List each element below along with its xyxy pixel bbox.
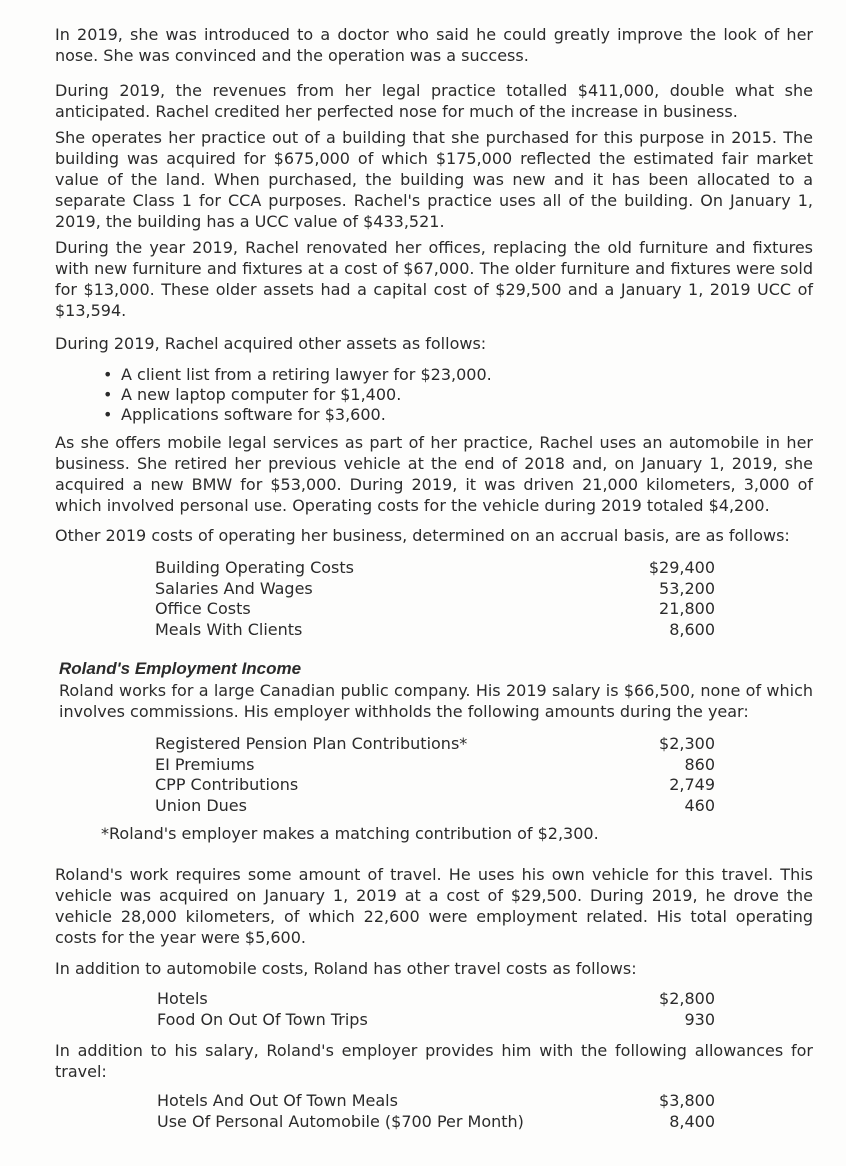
- table-row: Salaries And Wages 53,200: [155, 578, 715, 598]
- table-row: CPP Contributions 2,749: [155, 775, 715, 794]
- table-row: Hotels $2,800: [157, 989, 715, 1008]
- table-row: Building Operating Costs $29,400: [155, 558, 715, 577]
- paragraph-other-assets-intro: During 2019, Rachel acquired other assets as follows:: [55, 334, 487, 353]
- bullet-laptop: • A new laptop computer for $1,400.: [103, 384, 492, 404]
- table-row: Use Of Personal Automobile ($700 Per Month) 8,400: [157, 1111, 715, 1131]
- bullet-software: • Applications software for $3,600.: [103, 404, 492, 424]
- paragraph-nose-operation: In 2019, she was introduced to a doctor who said he could greatly improve the look of her nose. She was convinced and the operation was a success.: [55, 25, 813, 65]
- paragraph-allowances-intro: In addition to his salary, Roland's employer provides him with the following allowances for travel:: [55, 1041, 813, 1081]
- table-row: Food On Out Of Town Trips 930: [157, 1009, 715, 1029]
- paragraph-automobile: As she offers mobile legal services as part of her practice, Rachel uses an automobile in her business. She retired her previous vehicle at the end of 2018 and, on January 1, 2019, she acquired a new BMW for $53,000. During 2019, it was driven 21,000 kilometers, 3,000 of which involved personal use. Operating costs for the vehicle during 2019 totaled $4,200.: [55, 433, 813, 515]
- table-row: Hotels And Out Of Town Meals $3,800: [157, 1091, 715, 1110]
- withholdings-table: [155, 733, 715, 815]
- asset-bullet-list: [103, 364, 492, 424]
- table-row: Meals With Clients 8,600: [155, 619, 715, 639]
- travel-costs-table: [157, 988, 715, 1029]
- paragraph-building: She operates her practice out of a building that she purchased for this purpose in 2015. The building was acquired for $675,000 of which $175,000 reflected the estimated fair market value of the land. When purchased, the building was new and it has been allocated to a separate Class 1 for CCA purposes. Rachel's practice uses all of the building. On January 1, 2019, the building has a UCC value of $433,521.: [55, 128, 813, 231]
- table-row: EI Premiums 860: [155, 754, 715, 774]
- table-row: Registered Pension Plan Contributions* $2,300: [155, 734, 715, 753]
- section-heading: Roland's Employment Income: [59, 659, 302, 678]
- paragraph-other-costs-intro: Other 2019 costs of operating her business, determined on an accrual basis, are as follows:: [55, 526, 790, 545]
- allowances-table: [157, 1090, 715, 1131]
- paragraph-other-travel-intro: In addition to automobile costs, Roland has other travel costs as follows:: [55, 959, 637, 978]
- footnote: *Roland's employer makes a matching contribution of $2,300.: [101, 824, 599, 843]
- paragraph-roland-salary: Roland works for a large Canadian public company. His 2019 salary is $66,500, none of which involves commissions. His employer withholds the following amounts during the year:: [59, 681, 813, 721]
- bullet-client-list: • A client list from a retiring lawyer for $23,000.: [103, 364, 492, 384]
- paragraph-roland-travel: Roland's work requires some amount of travel. He uses his own vehicle for this travel. This vehicle was acquired on January 1, 2019 at a cost of $29,500. During 2019, he drove the vehicle 28,000 kilometers, of which 22,600 were employment related. His total operating costs for the year were $5,600.: [55, 865, 813, 947]
- paragraph-revenues: During 2019, the revenues from her legal practice totalled $411,000, double what she anticipated. Rachel credited her perfected nose for much of the increase in business.: [55, 81, 813, 121]
- table-row: Union Dues 460: [155, 795, 715, 815]
- table-row: Office Costs 21,800: [155, 599, 715, 618]
- operating-costs-table: [155, 557, 715, 639]
- paragraph-renovation: During the year 2019, Rachel renovated her offices, replacing the old furniture and fixtures with new furniture and fixtures at a cost of $67,000. The older furniture and fixtures were sold for $13,000. These older assets had a capital cost of $29,500 and a January 1, 2019 UCC of $13,594.: [55, 238, 813, 320]
